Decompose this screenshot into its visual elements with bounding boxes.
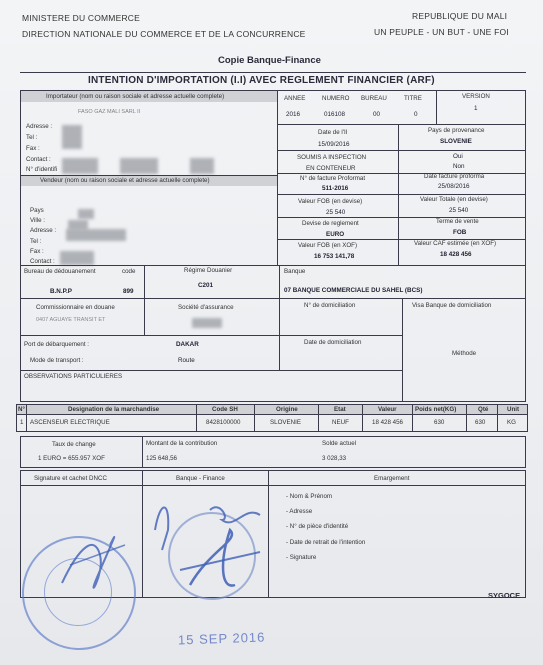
devise-label: Devise de reglement bbox=[302, 220, 359, 227]
fob-xof-label: Valeur FOB (en XOF) bbox=[298, 242, 358, 249]
proforma-date-value: 25/08/2016 bbox=[438, 183, 470, 190]
banque-value: 07 BANQUE COMMERCIALE DU SAHEL (BCS) bbox=[284, 287, 423, 294]
vendor-field: Tel : bbox=[30, 238, 42, 245]
redacted-area bbox=[190, 158, 214, 174]
conteneur-value: Non bbox=[453, 163, 465, 170]
table-cell: 630 bbox=[475, 419, 486, 426]
port-label: Port de débarquement : bbox=[24, 341, 90, 348]
importer-title: Importateur (nom ou raison sociale et adresse actuelle complete) bbox=[46, 93, 225, 100]
bureau-label: BUREAU bbox=[361, 95, 387, 102]
republic-name: REPUBLIQUE DU MALI bbox=[412, 11, 508, 21]
vendor-field: Contact : bbox=[30, 258, 55, 265]
version-value: 1 bbox=[474, 105, 478, 112]
pays-provenance-value: SLOVENIE bbox=[440, 138, 472, 145]
divider bbox=[20, 72, 526, 73]
assurance-label: Société d'assurance bbox=[178, 304, 234, 311]
taux-value: 1 EURO = 655.957 XOF bbox=[38, 455, 105, 462]
table-header: N° bbox=[18, 406, 25, 413]
titre-value: 0 bbox=[414, 111, 418, 118]
bureau-dedouanement-value: B.N.P.P bbox=[50, 288, 72, 295]
commissionnaire-value: 0407 AGUAYE TRANSIT ET bbox=[36, 317, 106, 323]
terme-label: Terme de vente bbox=[436, 218, 479, 225]
table-header: Poids net(KG) bbox=[415, 406, 457, 413]
montant-value: 125 648,56 bbox=[146, 455, 177, 462]
caf-label: Valeur CAF estimée (en XOF) bbox=[414, 240, 497, 247]
table-cell: SLOVENIE bbox=[270, 419, 301, 426]
proforma-no-value: 511-2016 bbox=[322, 185, 349, 192]
annee-value: 2016 bbox=[286, 111, 301, 118]
methode-label: Méthode bbox=[452, 350, 477, 357]
table-header: Valeur bbox=[378, 406, 397, 413]
table-cell: KG bbox=[507, 419, 516, 426]
redacted-area bbox=[78, 209, 94, 219]
importer-field: Adresse : bbox=[26, 123, 53, 130]
table-header: Etat bbox=[334, 406, 346, 413]
importer-field: Tel : bbox=[26, 134, 38, 141]
redacted-area bbox=[62, 158, 98, 174]
table-cell: NEUF bbox=[332, 419, 349, 426]
redacted-area bbox=[66, 229, 126, 241]
vendor-field: Pays bbox=[30, 207, 44, 214]
importer-field: Fax : bbox=[26, 145, 40, 152]
observations-label: OBSERVATIONS PARTICULIERES bbox=[24, 373, 123, 380]
numero-value: 016108 bbox=[324, 111, 346, 118]
motto: UN PEUPLE - UN BUT - UNE FOI bbox=[374, 27, 509, 37]
ministry-name: MINISTERE DU COMMERCE bbox=[22, 13, 141, 23]
bank-signature-icon bbox=[150, 490, 280, 600]
emargement-label: Emargement bbox=[374, 475, 410, 482]
vendor-title: Vendeur (nom ou raison sociale et adresse actuelle complete) bbox=[40, 177, 210, 184]
table-header: Origine bbox=[276, 406, 298, 413]
solde-value: 3 028,33 bbox=[322, 455, 347, 462]
emargement-item: - Nom & Prénom bbox=[286, 493, 333, 500]
redacted-area bbox=[120, 158, 158, 174]
dncc-signature-icon bbox=[40, 505, 150, 615]
montant-label: Montant de la contribution bbox=[146, 440, 218, 447]
bureau-dedouanement-label: Bureau de dédouanement bbox=[24, 268, 96, 275]
copy-label: Copie Banque-Finance bbox=[218, 55, 321, 66]
fob-devise-value: 25 540 bbox=[326, 209, 346, 216]
vendor-field: Adresse : bbox=[30, 227, 57, 234]
emargement-item: - Date de retrait de l'intention bbox=[286, 539, 366, 546]
port-value: DAKAR bbox=[176, 341, 199, 348]
table-cell: 1 bbox=[20, 419, 24, 426]
document-title: INTENTION D'IMPORTATION (I.I) AVEC REGLEMENT FINANCIER (ARF) bbox=[88, 75, 435, 86]
taux-label: Taux de change bbox=[52, 441, 96, 448]
caf-value: 18 428 456 bbox=[440, 251, 472, 258]
table-cell: 8428100000 bbox=[206, 419, 241, 426]
table-header: Unit bbox=[507, 406, 520, 413]
transport-label: Mode de transport : bbox=[30, 357, 84, 364]
emargement-item: - Adresse bbox=[286, 508, 313, 515]
total-devise-label: Valeur Totale (en devise) bbox=[420, 196, 488, 203]
table-header: Qté bbox=[478, 406, 489, 413]
importer-field: Contact : bbox=[26, 156, 51, 163]
date-domiciliation-label: Date de domiciliation bbox=[304, 339, 362, 346]
fob-xof-value: 16 753 141,78 bbox=[314, 253, 355, 260]
visa-label: Visa Banque de domiciliation bbox=[412, 302, 492, 309]
banque-finance-label: Banque - Finance bbox=[176, 475, 225, 482]
devise-value: EURO bbox=[326, 231, 345, 238]
banque-label: Banque bbox=[284, 268, 306, 275]
emargement-item: - Signature bbox=[286, 554, 317, 561]
table-cell: 630 bbox=[434, 419, 445, 426]
redacted-area bbox=[60, 251, 94, 265]
emargement-item: - N° de pièce d'identité bbox=[286, 523, 349, 530]
inspection-value: Oui bbox=[453, 153, 463, 160]
proforma-date-label: Date facture proforma bbox=[424, 173, 485, 180]
fob-devise-label: Valeur FOB (en devise) bbox=[298, 198, 363, 205]
date-ii-value: 15/09/2016 bbox=[318, 141, 350, 148]
titre-label: TITRE bbox=[404, 95, 422, 102]
redacted-area bbox=[192, 318, 222, 328]
transport-value: Route bbox=[178, 357, 195, 364]
solde-label: Solde actuel bbox=[322, 440, 357, 447]
importer-name: FASO GAZ MALI SARL II bbox=[78, 109, 141, 115]
conteneur-label: EN CONTENEUR bbox=[306, 165, 356, 172]
directorate-name: DIRECTION NATIONALE DU COMMERCE ET DE LA CONCURRENCE bbox=[22, 29, 306, 39]
commissionnaire-label: Commissionnaire en douane bbox=[36, 304, 115, 311]
vendor-field: Fax : bbox=[30, 248, 44, 255]
pays-provenance-label: Pays de provenance bbox=[428, 127, 485, 134]
importer-field: N° d'identifi bbox=[26, 166, 58, 173]
date-stamp: 15 SEP 2016 bbox=[177, 629, 266, 648]
annee-label: ANNEE bbox=[284, 95, 306, 102]
version-label: VERSION bbox=[462, 93, 490, 100]
regime-label: Régime Douanier bbox=[184, 267, 233, 274]
proforma-no-label: N° de facture Proformat bbox=[300, 175, 366, 182]
regime-value: C201 bbox=[198, 282, 214, 289]
signature-dncc-label: Signature et cachet DNCC bbox=[34, 475, 107, 482]
vendor-field: Ville : bbox=[30, 217, 46, 224]
inspection-label: SOUMIS A INSPECTION bbox=[297, 154, 367, 161]
sygoce-label: SYGOCE bbox=[488, 591, 521, 600]
total-devise-value: 25 540 bbox=[449, 207, 469, 214]
table-cell: 18 428 456 bbox=[372, 419, 403, 426]
date-ii-label: Date de l'II bbox=[318, 129, 348, 136]
domiciliation-label: N° de domiciliation bbox=[304, 302, 356, 309]
numero-label: NUMERO bbox=[322, 95, 350, 102]
code-label: code bbox=[122, 268, 136, 275]
code-value: 899 bbox=[123, 288, 134, 295]
table-header: Code SH bbox=[212, 406, 238, 413]
terme-value: FOB bbox=[453, 229, 467, 236]
redacted-area bbox=[62, 125, 82, 149]
table-cell: ASCENSEUR ELECTRIQUE bbox=[30, 419, 110, 426]
table-header: Designation de la marchandise bbox=[68, 406, 160, 413]
bureau-value: 00 bbox=[373, 111, 381, 118]
